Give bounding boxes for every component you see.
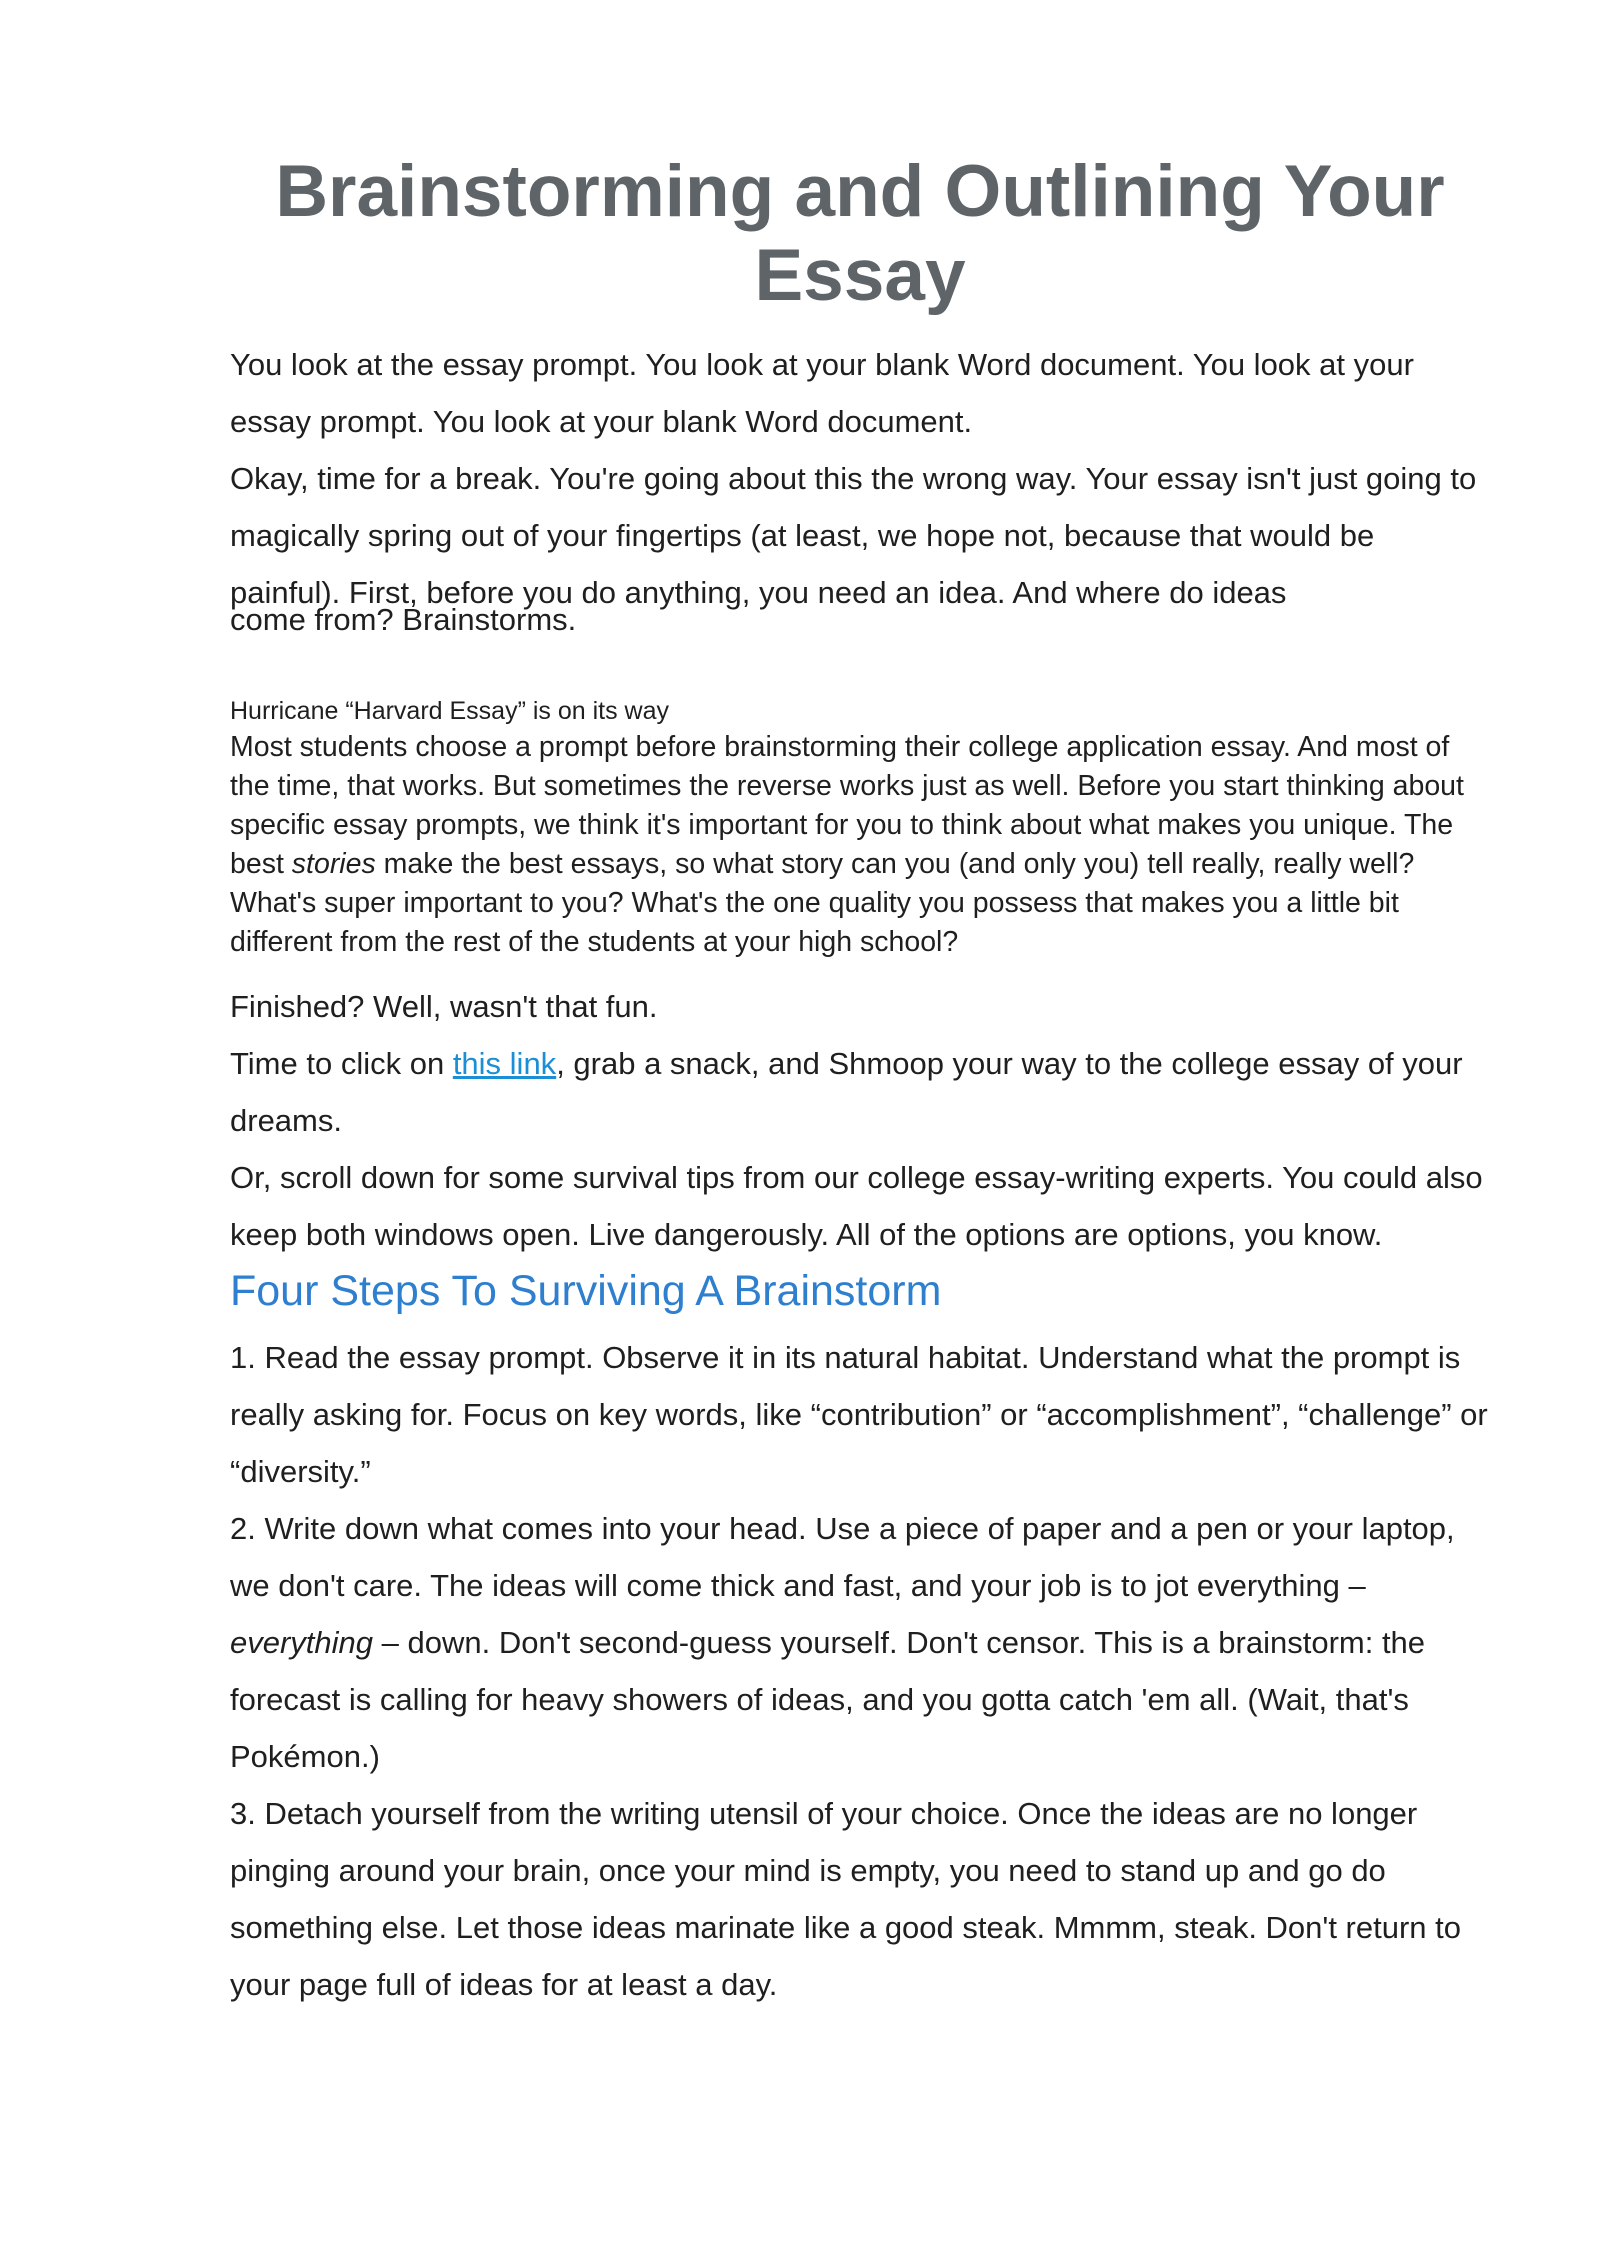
link-text-after: , grab a snack, and Shmoop your way to the college essay of your dreams. — [230, 1046, 1463, 1138]
step-1-paragraph: 1. Read the essay prompt. Observe it in its natural habitat. Understand what the prompt is really asking for. Focus on key words, like “contribution” or “accomplishment”, “challenge” or “diversity.” — [230, 1340, 1488, 1489]
intro-paragraph-2-end: come from? Brainstorms. — [230, 602, 577, 637]
hurricane-text-after: make the best essays, so what story can you (and only you) tell really, really well? What's super important to you? What's the one quality you possess that makes you a little bit different from the rest of the students at your high school? — [230, 848, 1415, 958]
document-body — [230, 336, 1490, 2013]
link-paragraph — [230, 1035, 1490, 1149]
page-title: Brainstorming and Outlining Your Essay — [275, 151, 1445, 316]
step-2-emphasis: everything — [230, 1625, 374, 1660]
section-heading: Four Steps To Surviving A Brainstorm — [230, 1267, 942, 1315]
scroll-paragraph: Or, scroll down for some survival tips from our college essay-writing experts. You could also keep both windows open. Live dangerously. All of the options are options, you know. — [230, 1160, 1483, 1252]
hurricane-paragraph — [230, 728, 1490, 962]
hurricane-emphasis: stories — [291, 848, 376, 880]
step-2-text-before: 2. Write down what comes into your head. Use a piece of paper and a pen or your laptop, we don't care. The ideas will come thick and fast, and your job is to jot everything – — [230, 1511, 1455, 1603]
step-2-text-after: – down. Don't second-guess yourself. Don't censor. This is a brainstorm: the forecast is calling for heavy showers of ideas, and you gotta catch 'em all. (Wait, that's Pokémon.) — [230, 1625, 1426, 1774]
this-link[interactable]: this link — [452, 1046, 557, 1081]
intro-paragraph-2 — [230, 450, 1490, 621]
hurricane-heading: Hurricane “Harvard Essay” is on its way — [230, 697, 670, 725]
link-text-before: Time to click on — [230, 1046, 453, 1081]
finished-paragraph: Finished? Well, wasn't that fun. — [230, 989, 658, 1024]
hurricane-text-before: Most students choose a prompt before brainstorming their college application essay. And most of the time, that works. But sometimes the reverse works just as well. Before you start thinking about specific essay prompts, we think it's important for you to think about what makes you unique. The best — [230, 731, 1464, 880]
step-2-paragraph — [230, 1500, 1490, 1785]
intro-paragraph-1: You look at the essay prompt. You look at your blank Word document. You look at your essay prompt. You look at your blank Word document. — [230, 347, 1414, 439]
intro-paragraph-2-main: Okay, time for a break. You're going about this the wrong way. Your essay isn't just going to magically spring out of your fingertips (at least, we hope not, because that would be painful). First, before you do anything, you need an idea. And where do ideas — [230, 461, 1477, 610]
step-3-paragraph: 3. Detach yourself from the writing utensil of your choice. Once the ideas are no longer pinging around your brain, once your mind is empty, you need to stand up and go do something else. Let those ideas marinate like a good steak. Mmmm, steak. Don't return to your page full of ideas for at least a day. — [230, 1796, 1462, 2002]
